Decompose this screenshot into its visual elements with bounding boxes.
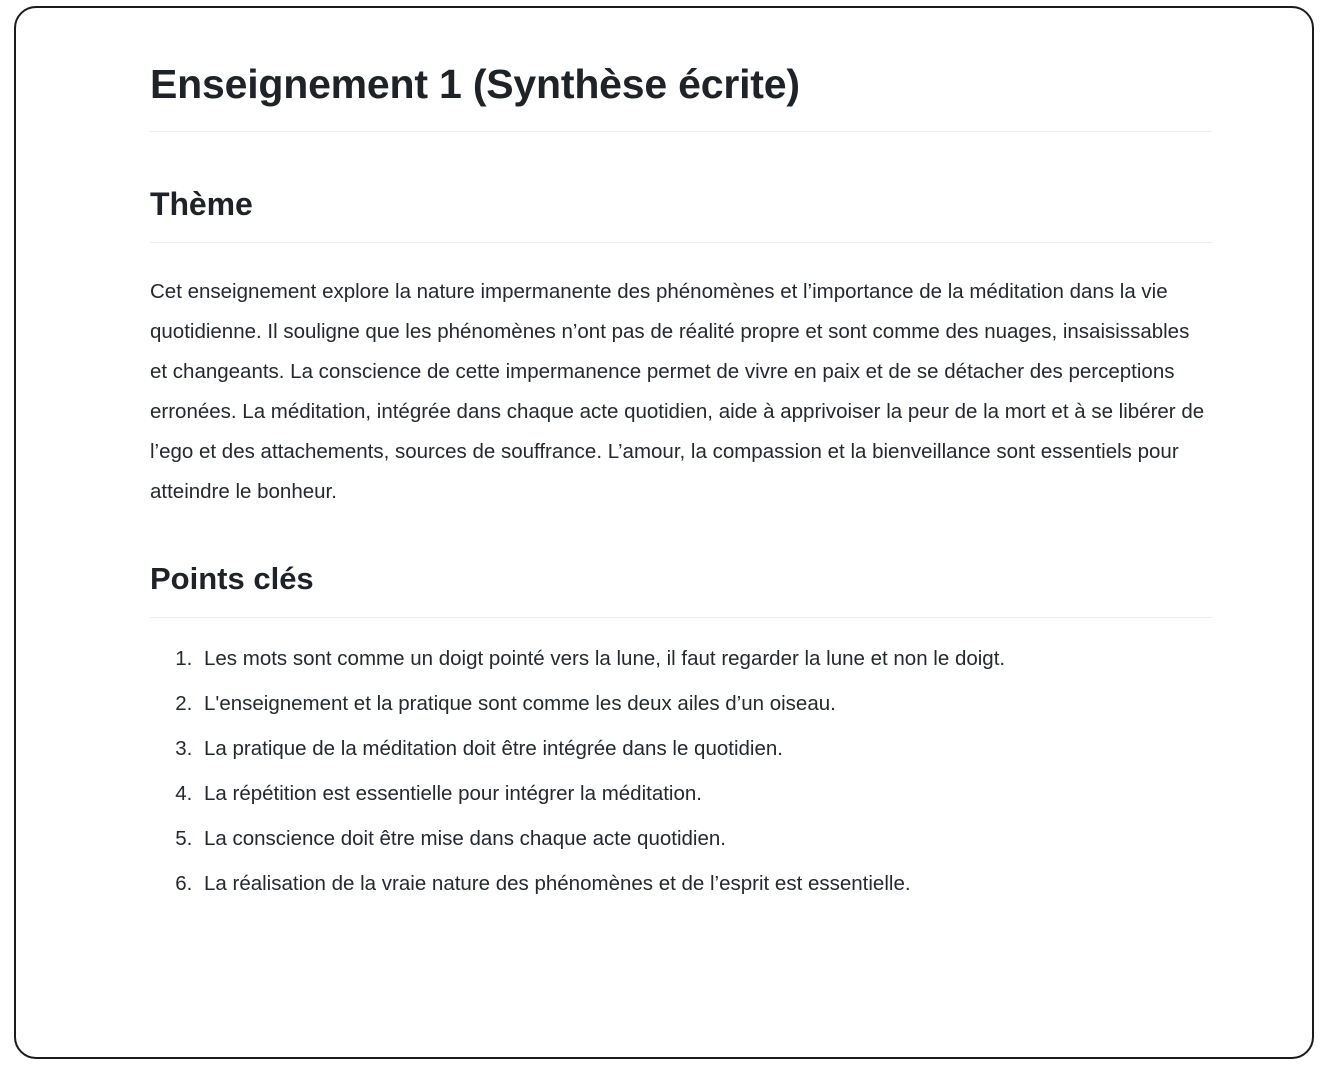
points-cles-divider [150,617,1212,618]
theme-divider [150,242,1212,243]
list-item: 1. Les mots sont comme un doigt pointé vers la lune, il faut regarder la lune et non le doigt. [198,644,1228,673]
list-item: 3. La pratique de la méditation doit être intégrée dans le quotidien. [198,734,1228,763]
document-card [14,6,1314,1059]
section-heading-theme: Thème [150,186,253,223]
section-heading-points-cles: Points clés [150,561,314,597]
title-divider [150,131,1212,132]
document-content [16,8,1312,898]
list-item: 5. La conscience doit être mise dans chaque acte quotidien. [198,824,1228,853]
list-item: 2. L'enseignement et la pratique sont comme les deux ailes d’un oiseau. [198,689,1228,718]
list-item: 4. La répétition est essentielle pour intégrer la méditation. [198,779,1228,808]
key-points-list [150,644,1228,898]
page-title: Enseignement 1 (Synthèse écrite) [150,61,800,107]
theme-paragraph: Cet enseignement explore la nature impermanente des phénomènes et l’importance de la méditation dans la vie quotidienne. Il souligne que les phénomènes n’ont pas de réalité propre et sont comme des nuages, insaisissables et changeants. La conscience de cette impermanence permet de vivre en paix et de se détacher des perceptions erronées. La méditation, intégrée dans chaque acte quotidien, aide à apprivoiser la peur de la mort et à se libérer de l’ego et des attachements, sources de souffrance. L’amour, la compassion et la bienveillance sont essentiels pour atteindre le bonheur. [150,280,1205,504]
list-item: 6. La réalisation de la vraie nature des phénomènes et de l’esprit est essentielle. [198,869,1228,898]
